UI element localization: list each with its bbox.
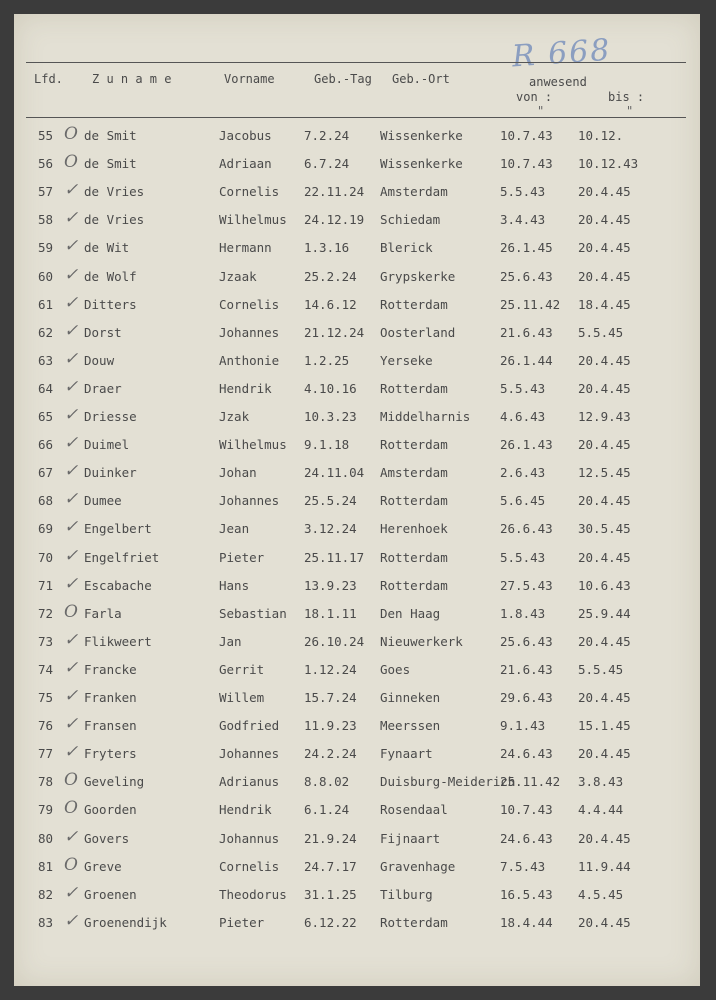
check-mark: ✓ xyxy=(64,742,79,763)
present-from-cell: 26.1.43 xyxy=(500,437,553,453)
table-row xyxy=(14,770,700,794)
table-row xyxy=(14,376,700,401)
present-from-cell: 25.11.42 xyxy=(500,296,561,312)
table-row xyxy=(14,152,700,176)
check-mark: ✓ xyxy=(64,657,79,678)
surname-cell: Engelbert xyxy=(84,521,152,537)
birthplace-cell: Wissenkerke xyxy=(380,156,463,172)
table-row xyxy=(14,320,700,345)
firstname-cell: Cornelis xyxy=(219,184,280,200)
table-row xyxy=(14,910,700,935)
birthdate-cell: 7.2.24 xyxy=(304,128,350,143)
present-to-cell: 10.12. xyxy=(578,128,624,143)
surname-cell: Duimel xyxy=(84,437,130,453)
birthplace-cell: Schiedam xyxy=(380,212,441,228)
present-from-cell: 26.6.43 xyxy=(500,521,553,537)
firstname-cell: Jzaak xyxy=(219,268,257,284)
birthplace-cell: Rotterdam xyxy=(380,914,448,930)
present-to-cell: 3.8.43 xyxy=(578,774,624,790)
present-from-cell: 9.1.43 xyxy=(500,718,546,734)
birthplace-cell: Rotterdam xyxy=(380,437,448,453)
row-number: 62 xyxy=(38,324,54,340)
table-row xyxy=(14,433,700,457)
surname-cell: de Smit xyxy=(84,128,137,143)
table-row xyxy=(14,292,700,317)
birthplace-cell: Nieuwerkerk xyxy=(380,633,463,649)
present-from-cell: 18.4.44 xyxy=(500,914,553,930)
present-to-cell: 20.4.45 xyxy=(578,690,631,705)
firstname-cell: Jean xyxy=(219,521,250,537)
row-number: 79 xyxy=(38,802,54,818)
birthplace-cell: Rotterdam xyxy=(380,296,448,312)
row-number: 81 xyxy=(38,858,54,874)
present-from-cell: 29.6.43 xyxy=(500,690,553,705)
birthdate-cell: 11.9.23 xyxy=(304,718,357,734)
header-firstname: Vorname xyxy=(224,72,275,86)
table-row xyxy=(14,517,700,541)
birthdate-cell: 8.8.02 xyxy=(304,774,350,790)
present-to-cell: 20.4.45 xyxy=(578,633,631,649)
birthplace-cell: Oosterland xyxy=(380,324,456,340)
row-number: 75 xyxy=(38,690,54,705)
present-from-cell: 7.5.43 xyxy=(500,858,546,874)
present-to-cell: 10.6.43 xyxy=(578,577,631,593)
present-to-cell: 20.4.45 xyxy=(578,830,631,846)
birthplace-cell: Fijnaart xyxy=(380,830,441,846)
present-to-cell: 18.4.45 xyxy=(578,296,631,312)
surname-cell: Driesse xyxy=(84,409,137,424)
check-mark: O xyxy=(64,770,78,791)
present-to-cell: 11.9.44 xyxy=(578,858,631,874)
check-mark: ✓ xyxy=(64,910,79,931)
surname-cell: Franken xyxy=(84,690,137,705)
check-mark: ✓ xyxy=(64,573,79,594)
present-to-cell: 20.4.45 xyxy=(578,437,631,453)
present-to-cell: 10.12.43 xyxy=(578,156,639,172)
present-from-cell: 1.8.43 xyxy=(500,605,546,621)
present-to-cell: 20.4.45 xyxy=(578,184,631,200)
firstname-cell: Johannes xyxy=(219,746,280,762)
surname-cell: Dumee xyxy=(84,493,122,509)
surname-cell: Greve xyxy=(84,858,122,874)
present-from-cell: 21.6.43 xyxy=(500,661,553,677)
ditto-mark: " xyxy=(537,104,545,118)
birthdate-cell: 21.9.24 xyxy=(304,830,357,846)
surname-cell: Geveling xyxy=(84,774,145,790)
present-to-cell: 12.9.43 xyxy=(578,409,631,424)
table-row xyxy=(14,798,700,822)
table-row xyxy=(14,208,700,232)
row-number: 64 xyxy=(38,380,54,396)
birthplace-cell: Rotterdam xyxy=(380,549,448,565)
check-mark: ✓ xyxy=(64,208,79,229)
present-from-cell: 5.5.43 xyxy=(500,184,546,200)
present-from-cell: 10.7.43 xyxy=(500,128,553,143)
present-from-cell: 5.5.43 xyxy=(500,549,546,565)
present-to-cell: 20.4.45 xyxy=(578,352,631,368)
surname-cell: Fryters xyxy=(84,746,137,762)
birthdate-cell: 25.5.24 xyxy=(304,493,357,509)
row-number: 80 xyxy=(38,830,54,846)
surname-cell: Groenen xyxy=(84,886,137,902)
birthdate-cell: 14.6.12 xyxy=(304,296,357,312)
table-row xyxy=(14,236,700,260)
table-row xyxy=(14,629,700,654)
birthdate-cell: 21.12.24 xyxy=(304,324,365,340)
check-mark: ✓ xyxy=(64,629,79,650)
firstname-cell: Jacobus xyxy=(219,128,272,143)
present-from-cell: 5.6.45 xyxy=(500,493,546,509)
row-number: 68 xyxy=(38,493,54,509)
surname-cell: Farla xyxy=(84,605,122,621)
row-number: 69 xyxy=(38,521,54,537)
row-number: 78 xyxy=(38,774,54,790)
present-to-cell: 20.4.45 xyxy=(578,493,631,509)
birthdate-cell: 15.7.24 xyxy=(304,690,357,705)
present-from-cell: 25.6.43 xyxy=(500,268,553,284)
row-number: 76 xyxy=(38,718,54,734)
firstname-cell: Pieter xyxy=(219,914,265,930)
birthdate-cell: 22.11.24 xyxy=(304,184,365,200)
present-from-cell: 16.5.43 xyxy=(500,886,553,902)
header-bottom-rule xyxy=(26,117,686,118)
archive-mark: R 668 xyxy=(510,32,613,75)
present-from-cell: 10.7.43 xyxy=(500,156,553,172)
check-mark: ✓ xyxy=(64,826,79,847)
present-from-cell: 2.6.43 xyxy=(500,465,546,481)
surname-cell: Fransen xyxy=(84,718,137,734)
table-row xyxy=(14,545,700,570)
firstname-cell: Godfried xyxy=(219,718,280,734)
birthplace-cell: Rotterdam xyxy=(380,380,448,396)
check-mark: ✓ xyxy=(64,882,79,903)
row-number: 60 xyxy=(38,268,54,284)
row-number: 66 xyxy=(38,437,54,453)
row-number: 74 xyxy=(38,661,54,677)
birthdate-cell: 4.10.16 xyxy=(304,380,357,396)
table-row xyxy=(14,826,700,851)
surname-cell: Francke xyxy=(84,661,137,677)
birthdate-cell: 10.3.23 xyxy=(304,409,357,424)
table-row xyxy=(14,882,700,907)
check-mark: ✓ xyxy=(64,545,79,566)
firstname-cell: Johannus xyxy=(219,830,280,846)
surname-cell: de Wolf xyxy=(84,268,137,284)
header-present: anwesend xyxy=(529,75,587,89)
check-mark: O xyxy=(64,124,78,144)
surname-cell: Govers xyxy=(84,830,130,846)
row-number: 63 xyxy=(38,352,54,368)
check-mark: ✓ xyxy=(64,433,79,454)
check-mark: ✓ xyxy=(64,489,79,510)
present-to-cell: 20.4.45 xyxy=(578,212,631,228)
check-mark: O xyxy=(64,152,78,173)
table-row xyxy=(14,573,700,598)
table-row xyxy=(14,124,700,148)
birthplace-cell: Blerick xyxy=(380,240,433,256)
present-to-cell: 25.9.44 xyxy=(578,605,631,621)
birthdate-cell: 24.11.04 xyxy=(304,465,365,481)
surname-cell: de Smit xyxy=(84,156,137,172)
present-from-cell: 25.11.42 xyxy=(500,774,561,790)
birthplace-cell: Fynaart xyxy=(380,746,433,762)
present-from-cell: 10.7.43 xyxy=(500,802,553,818)
row-number: 82 xyxy=(38,886,54,902)
present-from-cell: 3.4.43 xyxy=(500,212,546,228)
birthplace-cell: Goes xyxy=(380,661,411,677)
birthplace-cell: Ginneken xyxy=(380,690,441,705)
check-mark: ✓ xyxy=(64,376,79,397)
surname-cell: Engelfriet xyxy=(84,549,160,565)
surname-cell: Draer xyxy=(84,380,122,396)
table-row xyxy=(14,348,700,373)
surname-cell: de Vries xyxy=(84,212,145,228)
firstname-cell: Adriaan xyxy=(219,156,272,172)
header-birthplace: Geb.-Ort xyxy=(392,72,450,86)
firstname-cell: Anthonie xyxy=(219,352,280,368)
firstname-cell: Sebastian xyxy=(219,605,287,621)
ditto-mark: " xyxy=(626,104,634,118)
present-from-cell: 27.5.43 xyxy=(500,577,553,593)
birthdate-cell: 1.3.16 xyxy=(304,240,350,256)
check-mark: ✓ xyxy=(64,236,79,257)
surname-cell: de Wit xyxy=(84,240,130,256)
header-nr: Lfd. xyxy=(34,72,63,86)
birthdate-cell: 6.12.22 xyxy=(304,914,357,930)
check-mark: ✓ xyxy=(64,264,79,285)
present-to-cell: 5.5.45 xyxy=(578,661,624,677)
document-sheet xyxy=(14,14,700,986)
row-number: 56 xyxy=(38,156,54,172)
row-number: 67 xyxy=(38,465,54,481)
present-from-cell: 21.6.43 xyxy=(500,324,553,340)
check-mark: ✓ xyxy=(64,320,79,341)
row-number: 72 xyxy=(38,605,54,621)
surname-cell: Groenendijk xyxy=(84,914,167,930)
check-mark: ✓ xyxy=(64,292,79,313)
firstname-cell: Hermann xyxy=(219,240,272,256)
birthplace-cell: Middelharnis xyxy=(380,409,471,424)
birthplace-cell: Grypskerke xyxy=(380,268,456,284)
present-from-cell: 24.6.43 xyxy=(500,830,553,846)
table-row xyxy=(14,601,700,626)
check-mark: ✓ xyxy=(64,348,79,369)
birthdate-cell: 25.11.17 xyxy=(304,549,365,565)
present-to-cell: 20.4.45 xyxy=(578,914,631,930)
firstname-cell: Jzak xyxy=(219,409,250,424)
check-mark: ✓ xyxy=(64,686,79,706)
surname-cell: Flikweert xyxy=(84,633,152,649)
birthplace-cell: Rotterdam xyxy=(380,577,448,593)
birthdate-cell: 24.12.19 xyxy=(304,212,365,228)
present-to-cell: 4.5.45 xyxy=(578,886,624,902)
surname-cell: de Vries xyxy=(84,184,145,200)
firstname-cell: Hendrik xyxy=(219,380,272,396)
firstname-cell: Cornelis xyxy=(219,858,280,874)
table-row xyxy=(14,264,700,289)
check-mark: O xyxy=(64,601,78,622)
header-from: von : xyxy=(516,90,553,104)
surname-cell: Duinker xyxy=(84,465,137,481)
check-mark: ✓ xyxy=(64,517,79,538)
row-number: 70 xyxy=(38,549,54,565)
firstname-cell: Johannes xyxy=(219,493,280,509)
row-number: 73 xyxy=(38,633,54,649)
firstname-cell: Hendrik xyxy=(219,802,272,818)
check-mark: O xyxy=(64,854,78,875)
firstname-cell: Willem xyxy=(219,690,265,705)
surname-cell: Escabache xyxy=(84,577,152,593)
birthplace-cell: Duisburg-Meiderich xyxy=(380,774,516,790)
row-number: 61 xyxy=(38,296,54,312)
row-number: 57 xyxy=(38,184,54,200)
present-from-cell: 25.6.43 xyxy=(500,633,553,649)
check-mark: ✓ xyxy=(64,405,79,425)
table-row xyxy=(14,686,700,710)
birthdate-cell: 3.12.24 xyxy=(304,521,357,537)
surname-cell: Goorden xyxy=(84,802,137,818)
row-number: 58 xyxy=(38,212,54,228)
table-row xyxy=(14,489,700,513)
table-row xyxy=(14,854,700,879)
present-to-cell: 5.5.45 xyxy=(578,324,624,340)
row-number: 77 xyxy=(38,746,54,762)
present-to-cell: 20.4.45 xyxy=(578,549,631,565)
row-number: 83 xyxy=(38,914,54,930)
firstname-cell: Gerrit xyxy=(219,661,265,677)
firstname-cell: Johan xyxy=(219,465,257,481)
birthdate-cell: 1.2.25 xyxy=(304,352,350,368)
birthdate-cell: 9.1.18 xyxy=(304,437,350,453)
birthdate-cell: 6.1.24 xyxy=(304,802,350,818)
birthdate-cell: 1.12.24 xyxy=(304,661,357,677)
header-surname: Z u n a m e xyxy=(92,72,172,86)
header-to: bis : xyxy=(608,90,645,104)
birthdate-cell: 26.10.24 xyxy=(304,633,365,649)
present-to-cell: 20.4.45 xyxy=(578,240,631,256)
header-top-rule xyxy=(26,62,686,63)
birthdate-cell: 13.9.23 xyxy=(304,577,357,593)
table-row xyxy=(14,657,700,682)
firstname-cell: Cornelis xyxy=(219,296,280,312)
row-number: 71 xyxy=(38,577,54,593)
firstname-cell: Pieter xyxy=(219,549,265,565)
birthplace-cell: Amsterdam xyxy=(380,184,448,200)
table-row xyxy=(14,405,700,429)
birthplace-cell: Yerseke xyxy=(380,352,433,368)
present-to-cell: 20.4.45 xyxy=(578,268,631,284)
birthplace-cell: Gravenhage xyxy=(380,858,456,874)
check-mark: ✓ xyxy=(64,180,79,201)
row-number: 65 xyxy=(38,409,54,424)
birthplace-cell: Den Haag xyxy=(380,605,441,621)
row-number: 55 xyxy=(38,128,54,143)
firstname-cell: Theodorus xyxy=(219,886,287,902)
present-from-cell: 24.6.43 xyxy=(500,746,553,762)
birthplace-cell: Tilburg xyxy=(380,886,433,902)
surname-cell: Douw xyxy=(84,352,115,368)
firstname-cell: Wilhelmus xyxy=(219,437,287,453)
check-mark: ✓ xyxy=(64,714,79,735)
birthdate-cell: 24.7.17 xyxy=(304,858,357,874)
check-mark: ✓ xyxy=(64,461,79,482)
check-mark: O xyxy=(64,798,78,819)
birthdate-cell: 18.1.11 xyxy=(304,605,357,621)
firstname-cell: Wilhelmus xyxy=(219,212,287,228)
birthdate-cell: 6.7.24 xyxy=(304,156,350,172)
birthplace-cell: Rosendaal xyxy=(380,802,448,818)
present-from-cell: 4.6.43 xyxy=(500,409,546,424)
firstname-cell: Hans xyxy=(219,577,250,593)
present-to-cell: 20.4.45 xyxy=(578,380,631,396)
birthdate-cell: 24.2.24 xyxy=(304,746,357,762)
birthplace-cell: Meerssen xyxy=(380,718,441,734)
table-row xyxy=(14,461,700,485)
present-from-cell: 26.1.44 xyxy=(500,352,553,368)
table-row xyxy=(14,180,700,204)
row-number: 59 xyxy=(38,240,54,256)
firstname-cell: Johannes xyxy=(219,324,280,340)
firstname-cell: Jan xyxy=(219,633,242,649)
birthplace-cell: Herenhoek xyxy=(380,521,448,537)
present-from-cell: 26.1.45 xyxy=(500,240,553,256)
birthplace-cell: Wissenkerke xyxy=(380,128,463,143)
table-row xyxy=(14,714,700,738)
birthplace-cell: Amsterdam xyxy=(380,465,448,481)
surname-cell: Ditters xyxy=(84,296,137,312)
header-birthdate: Geb.-Tag xyxy=(314,72,372,86)
present-to-cell: 12.5.45 xyxy=(578,465,631,481)
surname-cell: Dorst xyxy=(84,324,122,340)
present-from-cell: 5.5.43 xyxy=(500,380,546,396)
birthdate-cell: 31.1.25 xyxy=(304,886,357,902)
birthplace-cell: Rotterdam xyxy=(380,493,448,509)
table-row xyxy=(14,742,700,766)
present-to-cell: 15.1.45 xyxy=(578,718,631,734)
present-to-cell: 30.5.45 xyxy=(578,521,631,537)
firstname-cell: Adrianus xyxy=(219,774,280,790)
birthdate-cell: 25.2.24 xyxy=(304,268,357,284)
present-to-cell: 4.4.44 xyxy=(578,802,624,818)
present-to-cell: 20.4.45 xyxy=(578,746,631,762)
